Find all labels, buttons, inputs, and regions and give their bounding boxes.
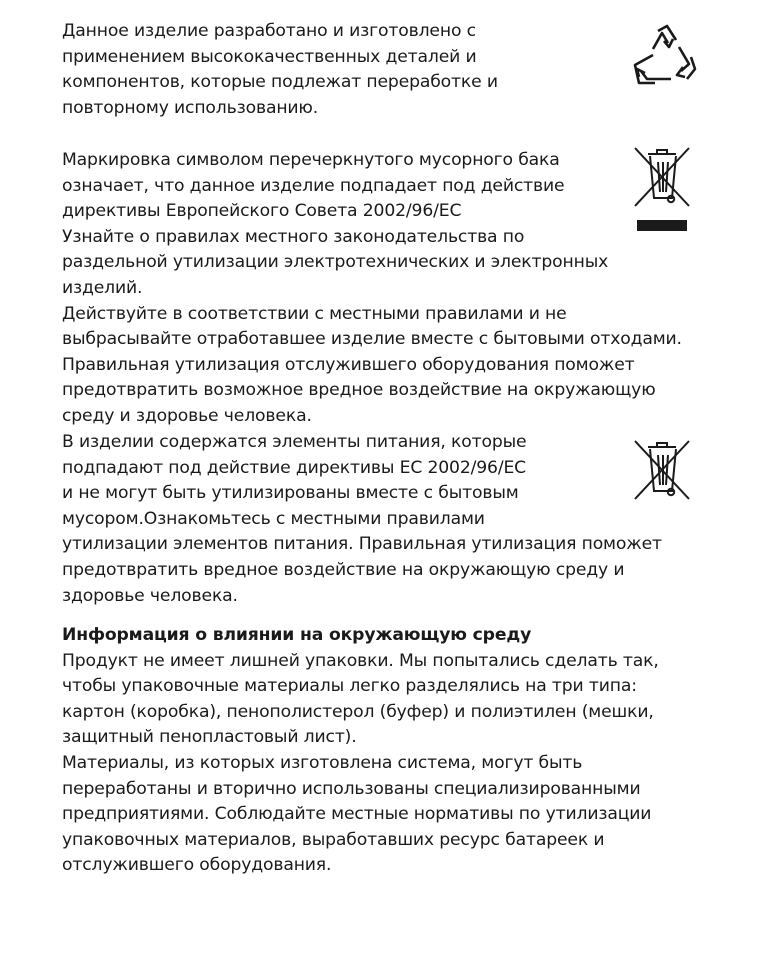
text-line: здоровье человека.: [62, 585, 238, 606]
text-line: Продукт не имеет лишней упаковки. Мы попытались сделать так,: [62, 650, 659, 671]
text-line: подпадают под действие директивы ЕС 2002/96/EC: [62, 457, 527, 478]
text-line: предотвратить вредное воздействие на окружающую среду и: [62, 559, 625, 580]
text-line: раздельной утилизации электротехнических и электронных: [62, 252, 609, 273]
text-line: упаковочных материалов, выработавших ресурс батареек и: [62, 829, 605, 850]
weee-paragraph: [62, 148, 682, 430]
text-line: отслужившего оборудования.: [62, 855, 332, 876]
text-line: Правильная утилизация отслужившего оборудования поможет: [62, 354, 635, 375]
text-line: утилизации элементов питания. Правильная утилизация поможет: [62, 534, 662, 555]
text-line: среду и здоровье человека.: [62, 405, 312, 426]
crossed-bin-icon: [631, 144, 693, 236]
text-line: Узнайте о правилах местного законодательства по: [62, 226, 525, 247]
text-line: повторному использованию.: [62, 97, 319, 118]
text-line: применением высококачественных деталей и: [62, 46, 477, 67]
battery-paragraph: [62, 430, 662, 609]
text-line: и не могут быть утилизированы вместе с бытовым: [62, 483, 519, 504]
text-line: переработаны и вторично использованы специализированными: [62, 778, 641, 799]
text-line: мусором.Ознакомьтесь с местными правилами: [62, 508, 485, 529]
environment-section: [62, 623, 659, 879]
text-line: директивы Европейского Совета 2002/96/EC: [62, 201, 462, 222]
text-line: Данное изделие разработано и изготовлено с: [62, 21, 476, 41]
text-line: чтобы упаковочные материалы легко разделялись на три типа:: [62, 676, 637, 697]
text-line: компонентов, которые подлежат переработке и: [62, 72, 498, 93]
text-line: предотвратить возможное вредное воздействие на окружающую: [62, 380, 656, 401]
text-line: Маркировка символом перечеркнутого мусорного бака: [62, 150, 560, 170]
recycle-paragraph: [62, 19, 498, 121]
recycle-icon: [629, 21, 699, 87]
text-line: предприятиями. Соблюдайте местные нормативы по утилизации: [62, 804, 652, 825]
section-heading: Информация о влиянии на окружающую среду: [62, 625, 532, 645]
crossed-bin-icon: [631, 437, 693, 503]
text-line: защитный пенопластовый лист).: [62, 727, 357, 748]
text-line: изделий.: [62, 277, 143, 298]
text-line: картон (коробка), пенополистерол (буфер) и полиэтилен (мешки,: [62, 701, 654, 722]
text-line: В изделии содержатся элементы питания, которые: [62, 432, 527, 452]
text-line: Действуйте в соответствии с местными правилами и не: [62, 303, 567, 324]
text-line: означает, что данное изделие подпадает под действие: [62, 175, 565, 196]
text-line: Материалы, из которых изготовлена система, могут быть: [62, 752, 583, 773]
text-line: выбрасывайте отработавшее изделие вместе с бытовыми отходами.: [62, 329, 682, 350]
